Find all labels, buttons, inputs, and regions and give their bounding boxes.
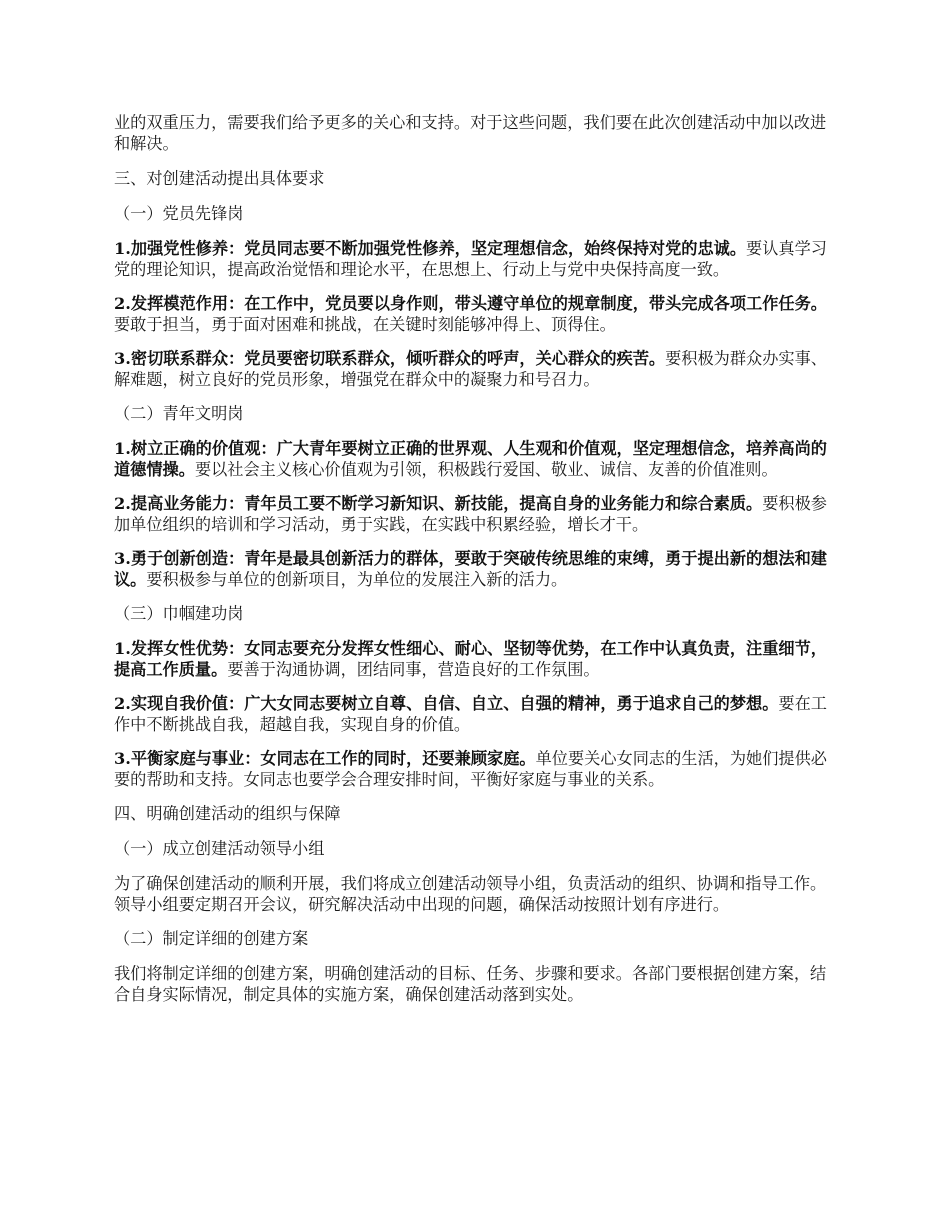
list-item — [114, 348, 840, 390]
item-lead: 3.密切联系群众：党员要密切联系群众，倾听群众的呼声，关心群众的疾苦。 — [114, 349, 666, 368]
section-4-heading: 四、明确创建活动的组织与保障 — [114, 804, 341, 823]
item-lead: 2.实现自我价值：广大女同志要树立自尊、自信、自立、自强的精神，勇于追求自己的梦想。 — [114, 694, 779, 713]
subsection-leadership-group-heading: （一）成立创建活动领导小组 — [114, 839, 325, 858]
item-lead: 1.树立正确的价值观：广大青年要树立正确的世界观、人生观和价值观，坚定理想信念，培养高尚的道德情操。 — [114, 439, 827, 479]
item-lead: 1.加强党性修养：党员同志要不断加强党性修养，坚定理想信念，始终保持对党的忠诚。 — [114, 239, 747, 258]
plan-paragraph: 我们将制定详细的创建方案，明确创建活动的目标、任务、步骤和要求。各部门要根据创建方案，结合自身实际情况，制定具体的实施方案，确保创建活动落到实处。 — [114, 964, 827, 1004]
item-lead: 2.发挥模范作用：在工作中，党员要以身作则，带头遵守单位的规章制度，带头完成各项工作任务。 — [114, 294, 827, 313]
item-lead: 3.勇于创新创造：青年是最具创新活力的群体，要敢于突破传统思维的束缚，勇于提出新的想法和建议。 — [114, 549, 827, 589]
subsection-party-member-heading: （一）党员先锋岗 — [114, 204, 244, 223]
item-text: 要在工作中不断挑战自我，超越自我，实现自身的价值。 — [114, 694, 827, 734]
item-lead: 2.提高业务能力：青年员工要不断学习新知识、新技能，提高自身的业务能力和综合素质。 — [114, 494, 763, 513]
item-text: 要积极为群众办实事、解难题，树立良好的党员形象，增强党在群众中的凝聚力和号召力。 — [114, 349, 827, 389]
subsection-youth-heading: （二）青年文明岗 — [114, 404, 244, 423]
item-text: 要积极参加单位组织的培训和学习活动，勇于实践，在实践中积累经验，增长才干。 — [114, 494, 827, 534]
subsection-plan-heading: （二）制定详细的创建方案 — [114, 929, 309, 948]
item-text: 要善于沟通协调，团结同事，营造良好的工作氛围。 — [227, 660, 600, 679]
item-text: 要敢于担当，勇于面对困难和挑战，在关键时刻能够冲得上、顶得住。 — [114, 315, 616, 334]
item-lead: 3.平衡家庭与事业：女同志在工作的同时，还要兼顾家庭。 — [114, 749, 536, 768]
list-item — [114, 293, 840, 335]
list-item — [114, 548, 840, 590]
list-item — [114, 493, 840, 535]
item-text: 单位要关心女同志的生活，为她们提供必要的帮助和支持。女同志也要学会合理安排时间，平衡好家庭与事业的关系。 — [114, 749, 827, 789]
list-item — [114, 438, 840, 480]
item-lead: 1.发挥女性优势：女同志要充分发挥女性细心、耐心、坚韧等优势，在工作中认真负责，注重细节，提高工作质量。 — [114, 639, 827, 679]
section-3-heading: 三、对创建活动提出具体要求 — [114, 169, 325, 188]
list-item — [114, 638, 840, 680]
document-body — [114, 112, 840, 1018]
list-item — [114, 238, 840, 280]
intro-paragraph: 业的双重压力，需要我们给予更多的关心和支持。对于这些问题，我们要在此次创建活动中加以改进和解决。 — [114, 113, 827, 153]
item-text: 要认真学习党的理论知识，提高政治觉悟和理论水平，在思想上、行动上与党中央保持高度一致。 — [114, 239, 827, 279]
list-item — [114, 693, 840, 735]
item-text: 要积极参与单位的创新项目，为单位的发展注入新的活力。 — [146, 570, 568, 589]
subsection-women-heading: （三）巾帼建功岗 — [114, 604, 244, 623]
item-text: 要以社会主义核心价值观为引领，积极践行爱国、敬业、诚信、友善的价值准则。 — [194, 460, 778, 479]
list-item — [114, 748, 840, 790]
leadership-group-paragraph: 为了确保创建活动的顺利开展，我们将成立创建活动领导小组，负责活动的组织、协调和指导工作。领导小组要定期召开会议，研究解决活动中出现的问题，确保活动按照计划有序进行。 — [114, 874, 827, 914]
